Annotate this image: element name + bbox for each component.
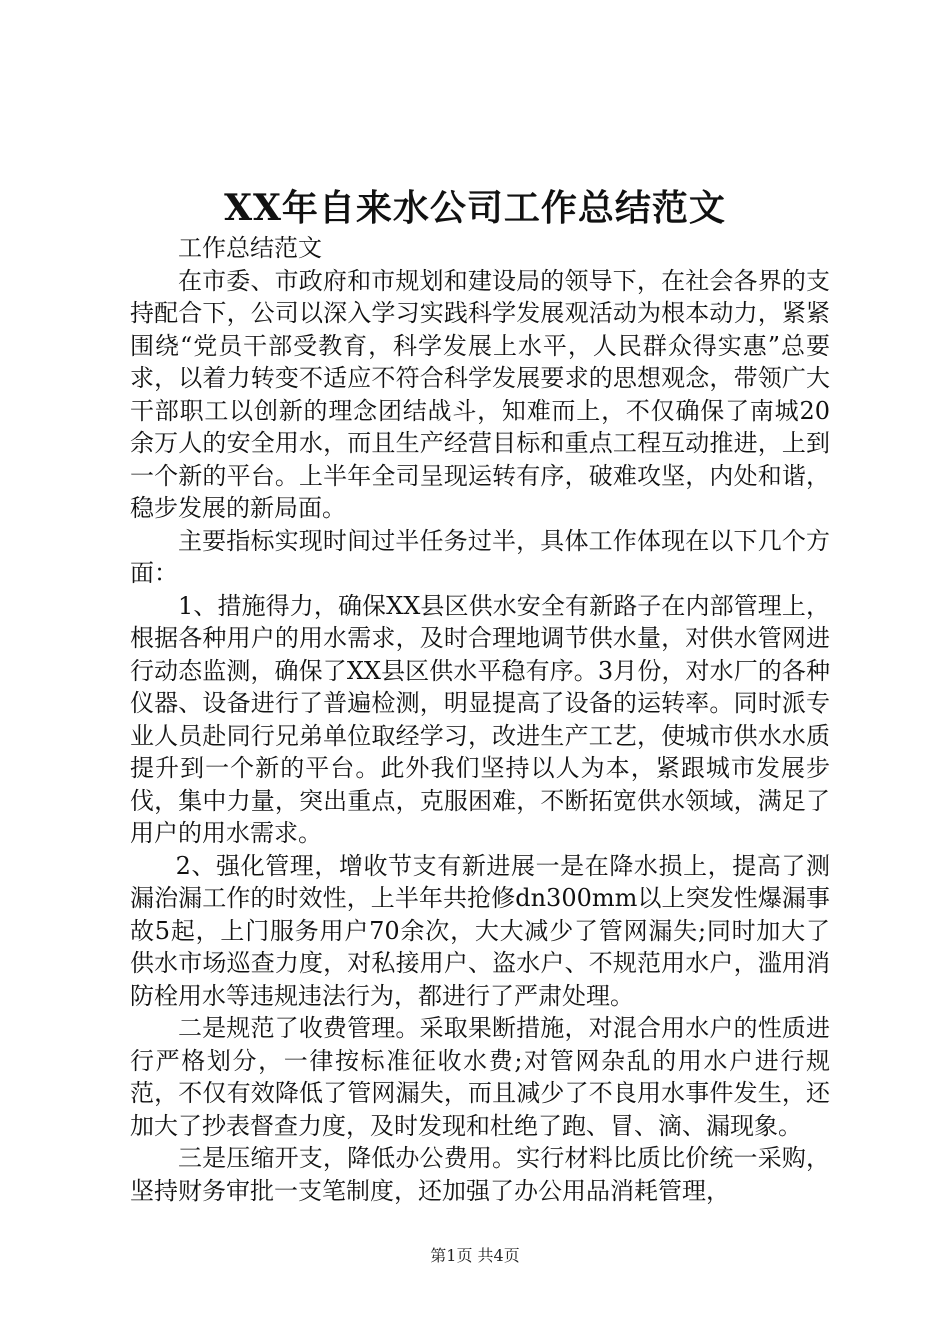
paragraph-costs: 三是压缩开支，降低办公费用。实行材料比质比价统一采购，坚持财务审批一支笔制度，还加强了办公用品消耗管理，: [130, 1144, 830, 1205]
paragraph-section-2: 2、强化管理，增收节支有新进展一是在降水损上，提高了测漏治漏工作的时效性，上半年共抢修dn300mm以上突发性爆漏事故5起，上门服务用户70余次，大大减少了管网漏失;同时加大了供水市场巡查力度，对私接用户、盗水户、不规范用水户，滥用消防栓用水等违规违法行为，都进行了严肃处理。: [130, 851, 830, 1010]
page-number: 第1页 共4页: [430, 1246, 520, 1265]
paragraph-intro: 在市委、市政府和市规划和建设局的领导下，在社会各界的支持配合下，公司以深入学习实践科学发展观活动为根本动力，紧紧围绕“党员干部受教育，科学发展上水平，人民群众得实惠”总要求，以着力转变不适应不符合科学发展要求的思想观念，带领广大干部职工以创新的理念团结战斗，知难而上，不仅确保了南城20余万人的安全用水，而且生产经营目标和重点工程互动推进，上到一个新的平台。上半年全司呈现运转有序，破难攻坚，内处和谐，稳步发展的新局面。: [130, 266, 830, 522]
document-body: [130, 232, 830, 1207]
paragraph-subtitle: 工作总结范文: [178, 234, 322, 262]
paragraph-billing: 二是规范了收费管理。采取果断措施，对混合用水户的性质进行严格划分，一律按标准征收水费;对管网杂乱的用水户进行规范，不仅有效降低了管网漏失，而且减少了不良用水事件发生，还加大了抄表督查力度，及时发现和杜绝了跑、冒、滴、漏现象。: [130, 1014, 830, 1140]
paragraph-section-1: 1、措施得力，确保XX县区供水安全有新路子在内部管理上，根据各种用户的用水需求，及时合理地调节供水量，对供水管网进行动态监测，确保了XX县区供水平稳有序。3月份，对水厂的各种仪器、设备进行了普遍检测，明显提高了设备的运转率。同时派专业人员赴同行兄弟单位取经学习，改进生产工艺，使城市供水水质提升到一个新的平台。此外我们坚持以人为本，紧跟城市发展步伐，集中力量，突出重点，克服困难，不断拓宽供水领域，满足了用户的用水需求。: [130, 591, 830, 847]
document-title: XX年自来水公司工作总结范文: [224, 187, 726, 229]
paragraph-overview: 主要指标实现时间过半任务过半，具体工作体现在以下几个方面：: [130, 526, 830, 587]
